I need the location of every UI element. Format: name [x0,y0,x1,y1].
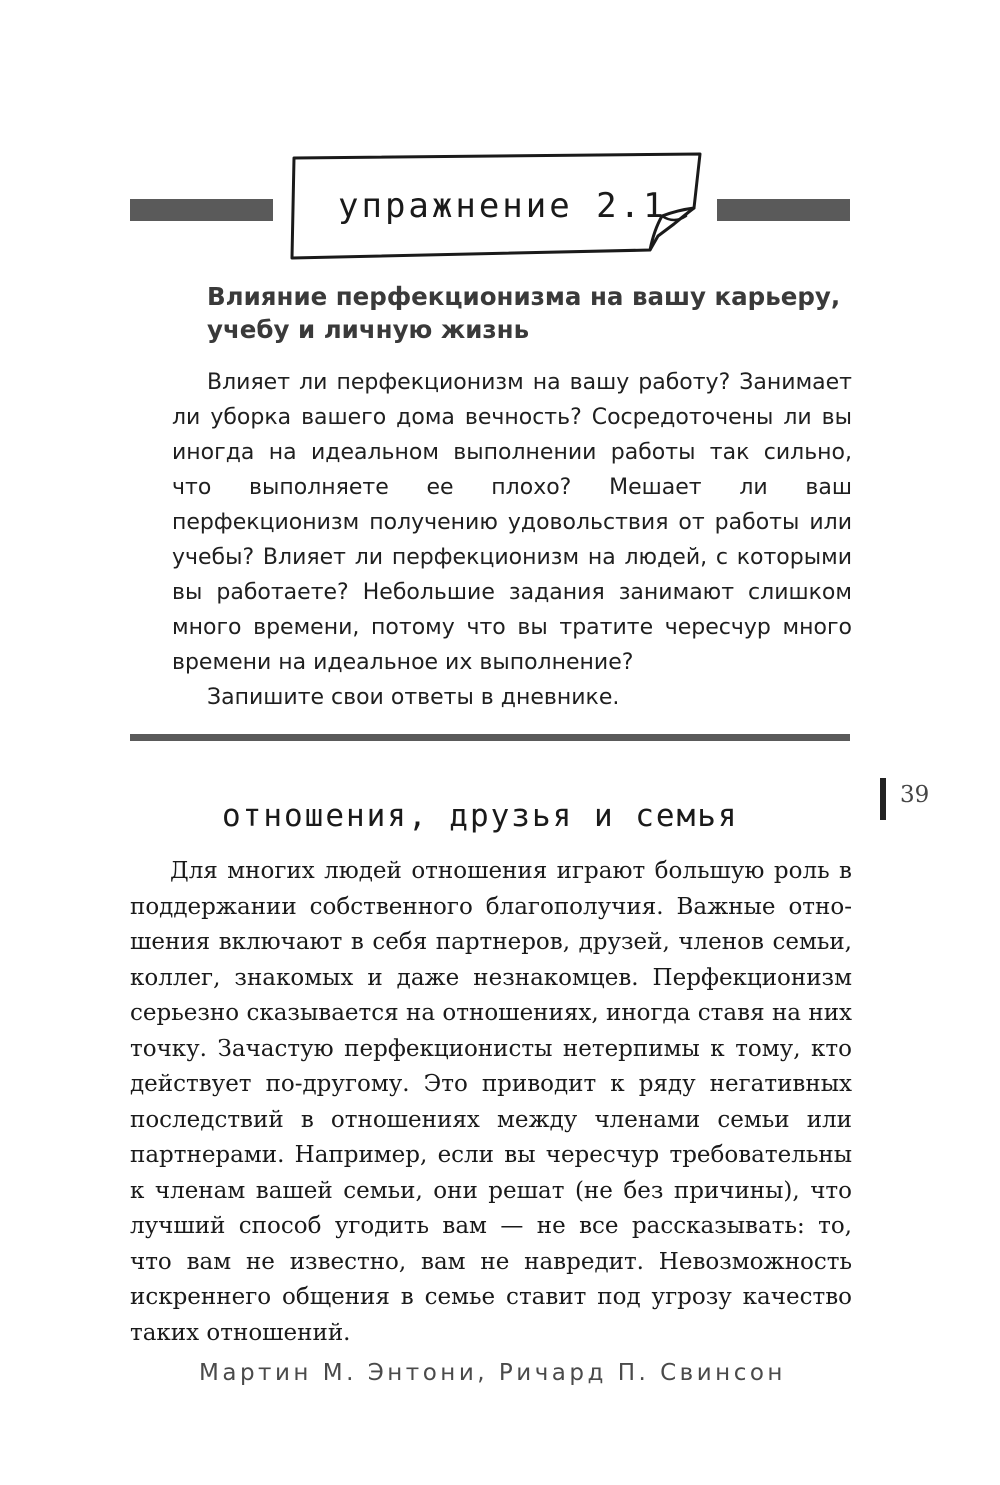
running-footer: Мартин М. Энтони, Ричард П. Свинсон [199,1360,786,1386]
exercise-band-left [130,199,273,221]
exercise-heading: Влияние перфекционизма на вашу карьеру, учебу и личную жизнь [207,282,841,344]
exercise-body [172,365,852,715]
exercise-paragraph: Запишите свои ответы в дневнике. [207,685,620,710]
page-number-bar [880,778,886,820]
exercise-title: упражнение 2.1 [338,186,667,226]
section-title: отношения, друзья и семья [222,798,739,834]
exercise-end-rule [130,734,850,741]
section-body: Для многих людей отношения играют большую роль в поддержании собственного благополучия. Важные отношения включают в себя партнеров, друзей, членов семьи, коллег, знакомых и даже незнакомцев. Перфекционизм серьезно сказывается на отношениях, иногда ставя на них точку. Зачастую перфекционисты нетерпимы к тому, кто действует по-другому. Это приводит к ряду негативных последствий в отношениях между членами семьи или партнерами. Например, если вы чересчур требовательны к членам вашей семьи, они решат (не без причины), что лучший способ угодить вам — не все рассказывать: то, что вам не известно, вам не навредит. Невозможность искреннего общения в семье ставит под угрозу качество таких отношений. [130,858,852,1346]
exercise-band-right [717,199,850,221]
exercise-paragraph: Влияет ли перфекционизм на вашу работу? Занимает ли уборка вашего дома вечность? Сосредоточены ли вы иногда на идеальном выполнении работы так сильно, что выполняете ее плохо? Мешает ли ваш перфекционизм получению удовольствия от работы или учебы? Влияет ли перфекционизм на людей, с которыми вы работаете? Небольшие задания занимают слишком много времени, потому что вы тратите чересчур много времени на идеальное их выполнение? [172,370,852,675]
page-number: 39 [900,782,930,808]
